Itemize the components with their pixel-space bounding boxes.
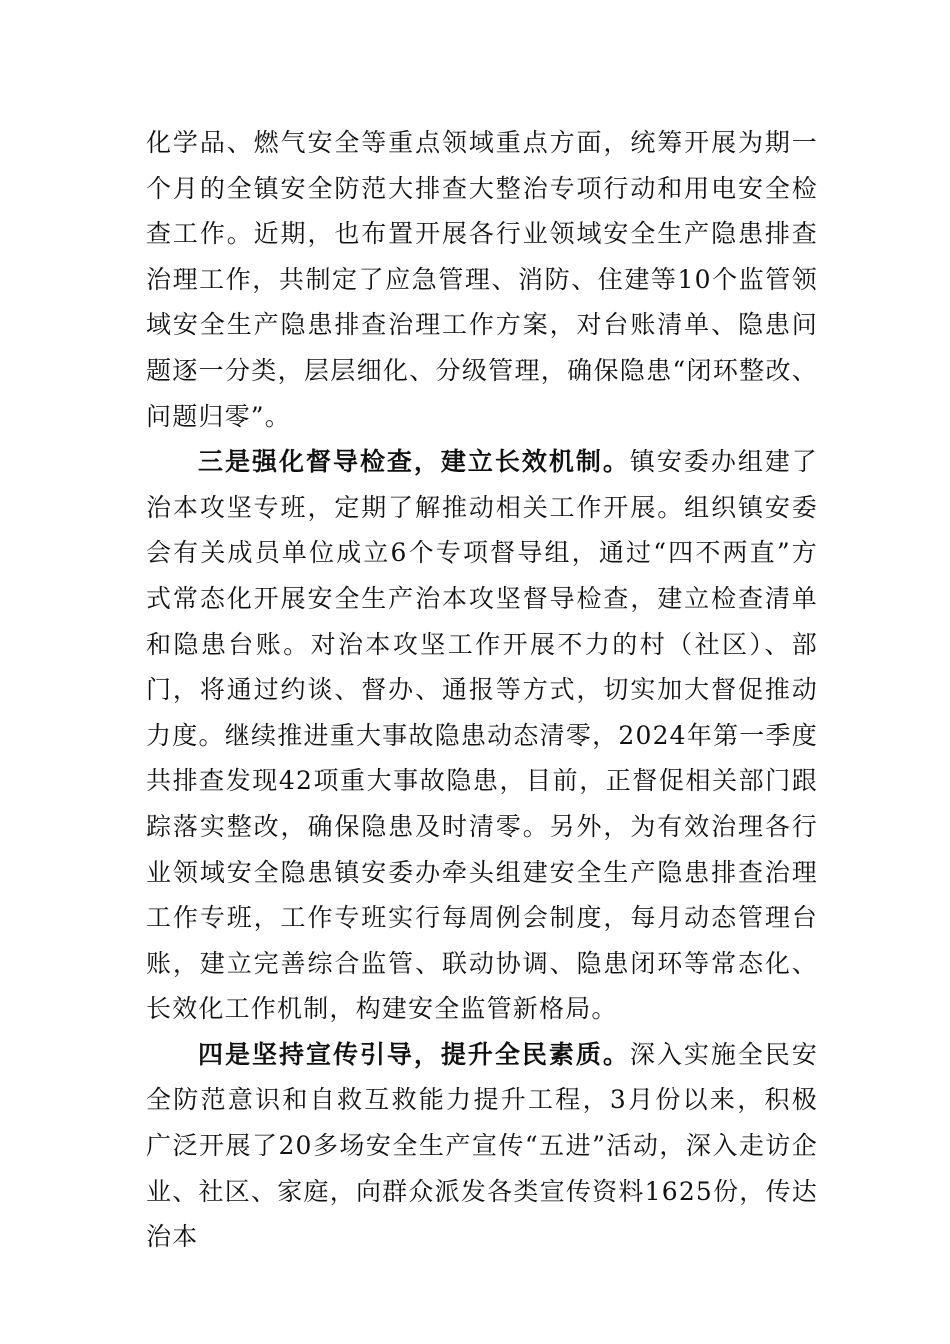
paragraph-2-text: 镇安委办组建了治本攻坚专班，定期了解推动相关工作开展。组织镇安委会有关成员单位成立6个专项督导组，通过“四不两直”方式常态化开展安全生产治本攻坚督导检查，建立检查清单和隐患台账。对治本攻坚工作开展不力的村（社区）、部门，将通过约谈、督办、通报等方式，切实加大督促推动力度。继续推进重大事故隐患动态清零，2024年第一季度共排查发现42项重大事故隐患，目前，正督促相关部门跟踪落实整改，确保隐患及时清零。另外，为有效治理各行业领域安全隐患镇安委办牵头组建安全生产隐患排查治理工作专班，工作专班实行每周例会制度，每月动态管理台账，建立完善综合监管、联动协调、隐患闭环等常态化、长效化工作机制，构建安全监管新格局。 [146,447,819,1024]
paragraph-publicity [146,1032,818,1260]
document-body [146,120,818,1260]
paragraph-2-heading: 三是强化督导检查，建立长效机制。 [198,447,630,477]
paragraph-3-text: 深入实施全民安全防范意识和自救互救能力提升工程，3月份以来，积极广泛开展了20多场安全生产宣传“五进”活动，深入走访企业、社区、家庭，向群众派发各类宣传资料1625份，传达治本 [146,1039,819,1252]
paragraph-1-text: 化学品、燃气安全等重点领域重点方面，统筹开展为期一个月的全镇安全防范大排查大整治专项行动和用电安全检查工作。近期，也布置开展各行业领域安全生产隐患排查治理工作，共制定了应急管理、消防、住建等10个监管领域安全生产隐患排查治理工作方案，对台账清单、隐患问题逐一分类，层层细化、分级管理，确保隐患“闭环整改、问题归零”。 [146,128,818,431]
paragraph-3-heading: 四是坚持宣传引导，提升全民素质。 [198,1039,630,1069]
paragraph-continued [146,120,818,439]
paragraph-supervision [146,439,818,1032]
